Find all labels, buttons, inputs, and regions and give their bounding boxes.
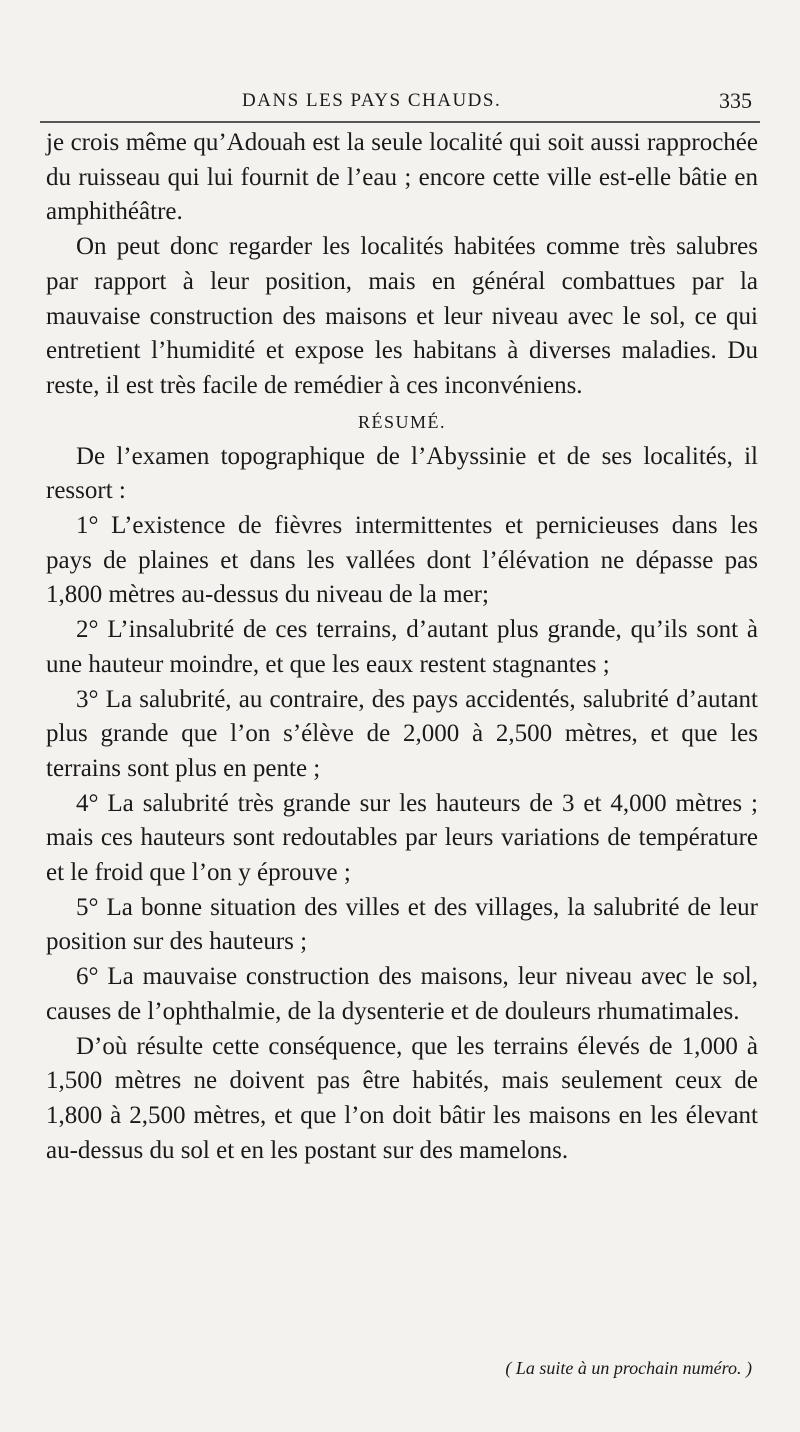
header-rule (40, 121, 760, 123)
page-number: 335 (719, 88, 752, 113)
body-text (46, 126, 758, 1168)
summary-item-4: 4° La salubrité très grande sur les hauteurs de 3 et 4,000 mètres ; mais ces hauteurs sont redoutables par leurs variations de température et le froid que l’on y éprouve ; (46, 789, 758, 887)
paragraph-conclusion: D’où résulte cette conséquence, que les terrains élevés de 1,000 à 1,500 mètres ne doivent pas être habités, mais seulement ceux de 1,800 à 2,500 mètres, et que l’on doit bâtir les maisons en les élevant au-dessus du sol et en les postant sur des mamelons. (46, 1032, 758, 1164)
paragraph-continuation: je crois même qu’Adouah est la seule localité qui soit aussi rapprochée du ruisseau qui lui fournit de l’eau ; encore cette ville est-elle bâtie en amphithéâtre. (46, 129, 758, 226)
summary-item-6: 6° La mauvaise construction des maisons, leur niveau avec le sol, causes de l’ophthalmie, de la dysenterie et de douleurs rhumatimales. (46, 963, 758, 1025)
summary-item-2: 2° L’insalubrité de ces terrains, d’autant plus grande, qu’ils sont à une hauteur moindre, et que les eaux restent stagnantes ; (46, 616, 758, 678)
summary-item-1: 1° L’existence de fièvres intermittentes et pernicieuses dans les pays de plaines et dans les vallées dont l’élévation ne dépasse pas 1,800 mètres au-dessus du niveau de la mer; (46, 512, 758, 609)
running-title: DANS LES PAYS CHAUDS. (242, 90, 502, 111)
paragraph-intro: De l’examen topographique de l’Abyssinie et de ses localités, il ressort : (46, 442, 758, 505)
summary-item-5: 5° La bonne situation des villes et des villages, la salubrité de leur position sur des hauteurs ; (46, 893, 758, 956)
continuation-note: ( La suite à un prochain numéro. ) (505, 1358, 752, 1378)
section-heading: RÉSUMÉ. (357, 411, 446, 432)
paragraph-localities: On peut donc regarder les localités habitées comme très salubres par rapport à leur position, mais en général combattues par la mauvaise construction des maisons et leur niveau avec le sol, ce qui entretient l’humidité et expose les habitans à diverses maladies. Du reste, il est très facile de remédier à ces inconvéniens. (46, 233, 758, 399)
summary-item-3: 3° La salubrité, au contraire, des pays accidentés, salubrité d’autant plus grande que l’on s’élève de 2,000 à 2,500 mètres, et que les terrains sont plus en pente ; (46, 685, 758, 782)
page-header (46, 84, 758, 120)
